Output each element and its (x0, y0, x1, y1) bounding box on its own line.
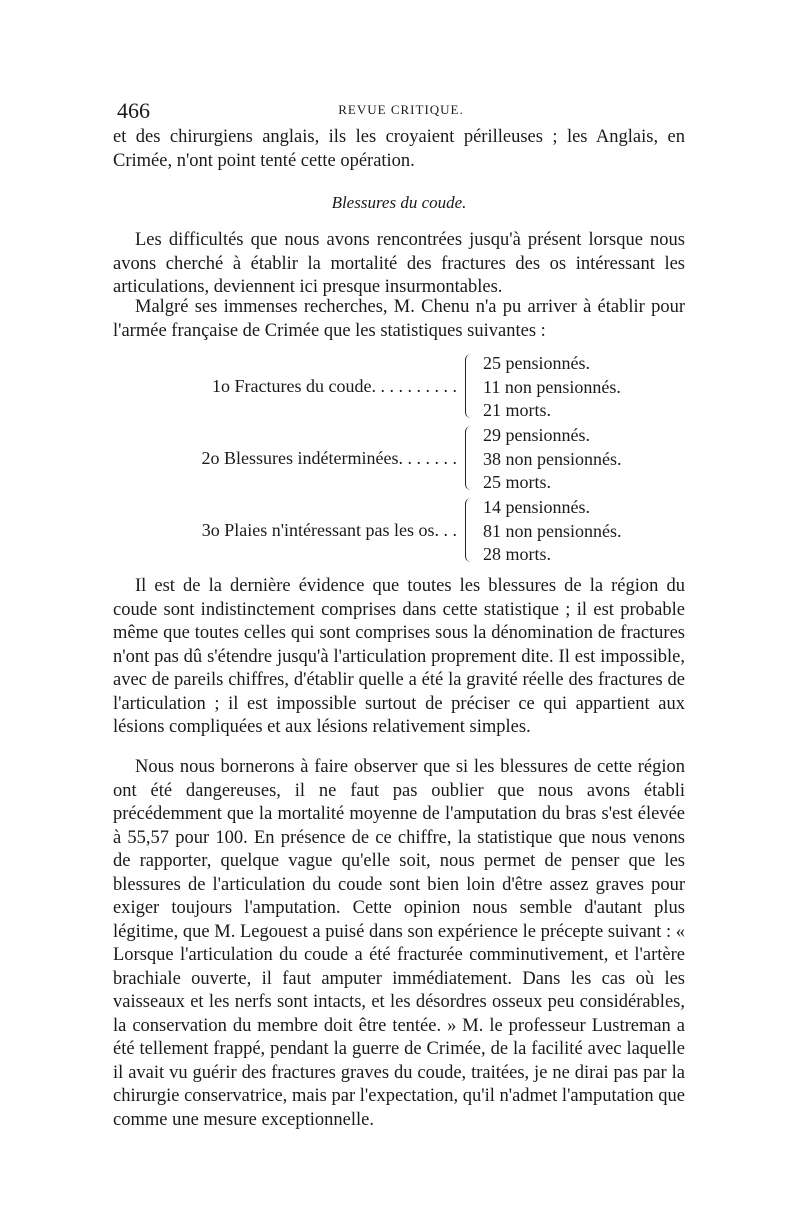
stat-label: 3o Plaies n'intéressant pas les os. . . (201, 520, 457, 540)
brace-icon (465, 426, 474, 490)
stat-value: 21 morts. (483, 400, 552, 420)
stat-value: 11 non pensionnés. (483, 376, 621, 397)
paragraph-difficultes: Les difficultés que nous avons rencontrées jusqu'à présent lorsque nous avons cherché à établir la mortalité des fractures des os intéressant les articulations, deviennent ici presque insurmontables. (113, 230, 685, 297)
stat-value: 28 morts. (483, 544, 552, 564)
stat-group-blessures (113, 424, 685, 496)
paragraph-evidence: Il est de la dernière évidence que toutes les blessures de la région du coude sont indistinctement comprises dans cette statistique ; il est probable même que toutes celles qui sont comprises sous la dénomination de fractures n'ont pas dû s'étendre jusqu'à l'articulation proprement dite. Il est impossible, avec de pareils chiffres, d'établir quelle a été la gravité réelle des fractures de l'articulation ; il est impossible surtout de préciser ce qui appartient aux lésions compliquées et aux lésions relativement simples. (113, 576, 685, 737)
stat-group-plaies (113, 496, 685, 568)
statistics-table (113, 352, 685, 568)
intro-paragraph: et des chirurgiens anglais, ils les croyaient périlleuses ; les Anglais, en Crimée, n'ont point tenté cette opération. (113, 127, 685, 171)
stat-value: 14 pensionnés. (483, 497, 590, 517)
stat-value: 25 pensionnés. (483, 353, 590, 373)
stat-group-fractures (113, 352, 685, 424)
stat-values (483, 424, 622, 495)
stat-label: 2o Blessures indéterminées. . . . . . . (201, 448, 457, 468)
page-number: 466 (117, 98, 150, 123)
stat-value: 29 pensionnés. (483, 425, 590, 445)
stat-value: 38 non pensionnés. (483, 448, 622, 469)
stat-values (483, 352, 621, 423)
running-title: REVUE CRITIQUE. (338, 102, 464, 117)
stat-values (483, 496, 622, 567)
stat-value: 81 non pensionnés. (483, 520, 622, 541)
stat-label: 1o Fractures du coude. . . . . . . . . . (212, 376, 457, 396)
brace-icon (465, 498, 474, 562)
paragraph-chenu: Malgré ses immenses recherches, M. Chenu n'a pu arriver à établir pour l'armée française de Crimée que les statistiques suivantes : (113, 297, 685, 341)
brace-icon (465, 354, 474, 418)
paragraph-bornerons: Nous nous bornerons à faire observer que si les blessures de cette région ont été dangereuses, il ne faut pas oublier que nous avons établi précédemment que la mortalité moyenne de l'amputation du bras s'est élevée à 55,57 pour 100. En présence de ce chiffre, la statistique que nous venons de rapporter, quelque vague qu'elle soit, nous permet de penser que les blessures de l'articulation du coude sont bien loin d'être assez graves pour exiger toujours l'amputation. Cette opinion nous semble d'autant plus légitime, que M. Legouest a puisé dans son expérience le précepte suivant : « Lorsque l'articulation du coude a été fracturée comminutivement, et l'artère brachiale ouverte, il faut amputer immédiatement. Dans les cas où les vaisseaux et les nerfs sont intacts, et les désordres osseux peu considérables, la conservation du membre doit être tentée. » M. le professeur Lustreman a été tellement frappé, pendant la guerre de Crimée, de la facilité avec laquelle il avait vu guérir des fractures graves du coude, traitées, je ne dirai pas par la chirurgie conservatrice, mais par l'expectation, qu'il n'admet l'amputation que comme une mesure exceptionnelle. (113, 757, 685, 1130)
stat-value: 25 morts. (483, 472, 552, 492)
section-title: Blessures du coude. (331, 193, 467, 212)
page-header (117, 98, 685, 126)
